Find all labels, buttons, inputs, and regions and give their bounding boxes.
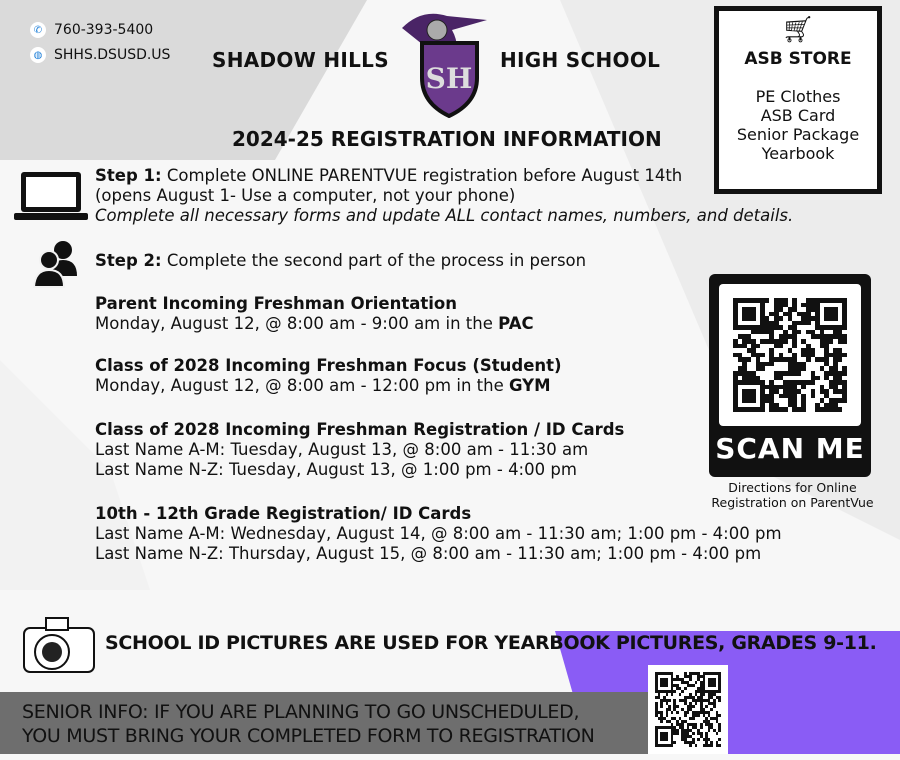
website[interactable]: ◍ SHHS.DSUSD.US [30, 47, 170, 63]
page-title: 2024-25 REGISTRATION INFORMATION [232, 127, 662, 151]
globe-icon: ◍ [30, 47, 46, 63]
phone: ✆ 760-393-5400 [30, 22, 153, 38]
cart-icon: 🛒︎ [781, 15, 815, 45]
qr-pattern [655, 672, 721, 747]
users-icon [33, 240, 79, 292]
qr-scan-card[interactable] [709, 274, 871, 477]
knight-logo [392, 8, 492, 118]
store-title: ASB STORE [744, 49, 852, 69]
store-item: Yearbook [761, 144, 835, 163]
school-name-right: HIGH SCHOOL [500, 48, 661, 72]
event-freshman-focus: Class of 2028 Incoming Freshman Focus (Student) Monday, August 12, @ 8:00 am - 12:00 pm in the GYM [95, 356, 562, 395]
step-1: Step 1: Complete ONLINE PARENTVUE registration before August 14th (opens August 1- Use a computer, not your phone) Complete all necessary forms and update ALL contact names, numbers, and details. [95, 166, 794, 225]
senior-qr-code[interactable] [648, 665, 728, 754]
school-name-left: SHADOW HILLS [212, 48, 389, 72]
id-pictures-banner: SCHOOL ID PICTURES ARE USED FOR YEARBOOK PICTURES, GRADES 9-11. [105, 632, 877, 654]
store-item: Senior Package [736, 125, 860, 144]
scan-me-label: SCAN ME [715, 432, 865, 465]
qr-module [718, 744, 721, 747]
store-item: ASB Card [760, 106, 836, 125]
event-freshman-registration: Class of 2028 Incoming Freshman Registration / ID Cards Last Name A-M: Tuesday, August 13, @ 8:00 am - 11:30 am Last Name N-Z: Tuesday, August 13, @ 1:00 pm - 4:00 pm [95, 420, 625, 479]
store-item: PE Clothes [755, 87, 841, 106]
svg-text:SH: SH [425, 62, 473, 95]
qr-code[interactable] [733, 298, 847, 412]
senior-info: SENIOR INFO: IF YOU ARE PLANNING TO GO UNSCHEDULED, YOU MUST BRING YOUR COMPLETED FORM TO REGISTRATION [22, 701, 595, 747]
qr-caption: Directions for Online Registration on ParentVue [711, 480, 874, 510]
camera-icon [22, 614, 96, 678]
laptop-icon [12, 170, 90, 226]
event-grade-registration: 10th - 12th Grade Registration/ ID Cards Last Name A-M: Wednesday, August 14, @ 8:00 am - 11:30 am; 1:00 pm - 4:00 pm Last Name N-Z: Thursday, August 15, @ 8:00 am - 11:30 am; 1:00 pm - 4:00 pm [95, 504, 782, 563]
step-2: Step 2: Complete the second part of the process in person [95, 251, 587, 270]
phone-icon: ✆ [30, 22, 46, 38]
event-parent-orientation: Parent Incoming Freshman Orientation Monday, August 12, @ 8:00 am - 9:00 am in the PAC [95, 294, 534, 333]
qr-module [842, 407, 847, 412]
